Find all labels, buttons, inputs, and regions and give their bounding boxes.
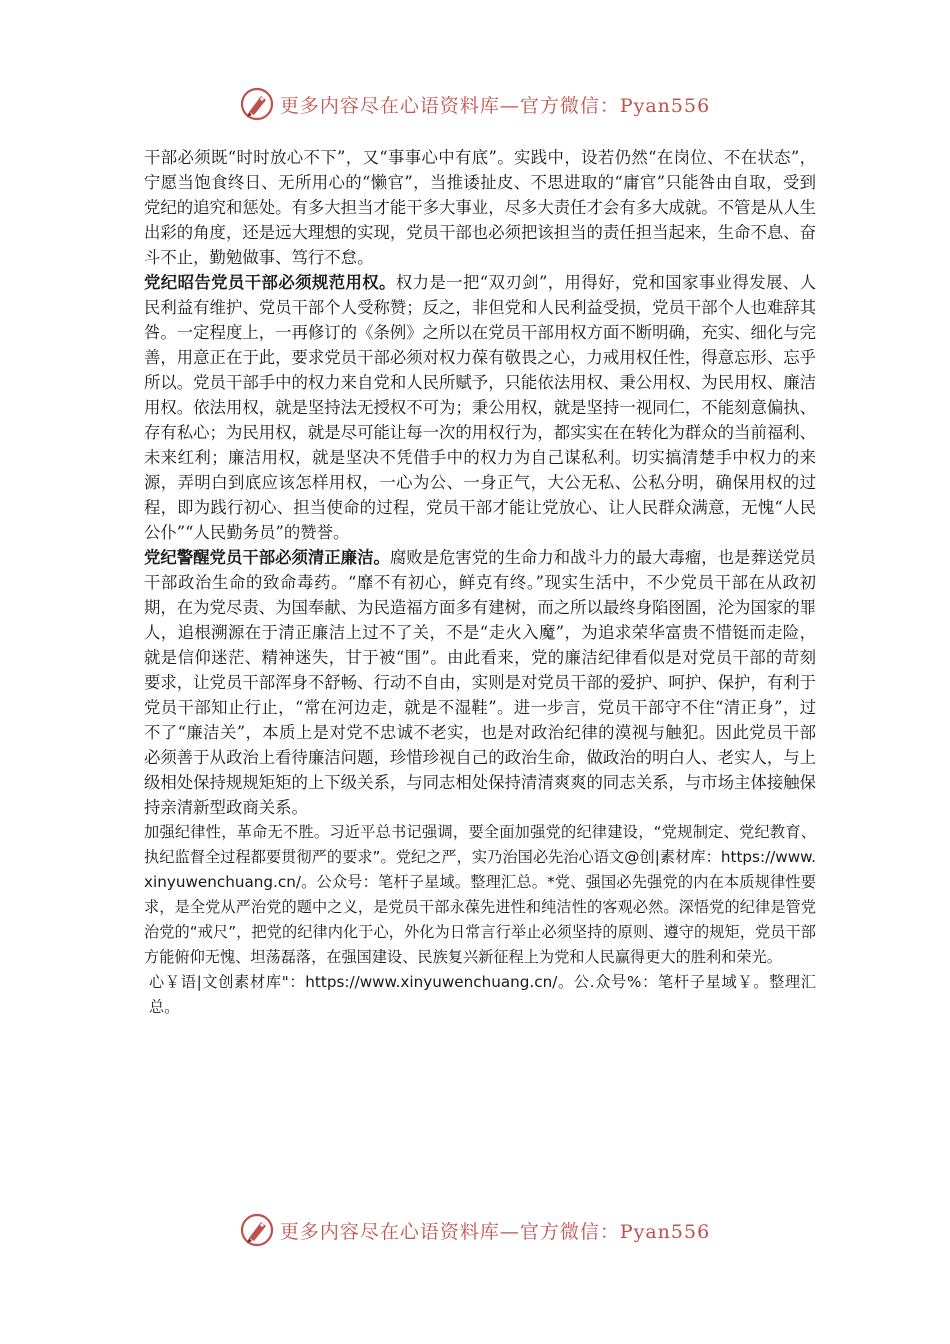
paragraph-integrity	[144, 545, 816, 820]
paragraph-integrity-heading: 党纪警醒党员干部必须清正廉洁。	[144, 548, 390, 567]
paragraph-source-note: 心￥语|文创素材库"：https://www.xinyuwenchuang.cn/。公.众号%：笔杆子星域￥。整理汇总。	[149, 973, 816, 1016]
paragraph-power-body: 权力是一把“双刃剑”，用得好，党和国家事业得发展、人民利益有维护、党员干部个人受称赞；反之，非但党和人民利益受损，党员干部个人也难辞其咎。一定程度上，一再修订的《条例》之所以在党员干部用权方面不断明确，充实、细化与完善，用意正在于此，要求党员干部必须对权力葆有敬畏之心，力戒用权任性，得意忘形、忘乎所以。党员干部手中的权力来自党和人民所赋予，只能依法用权、秉公用权、为民用权、廉洁用权。依法用权，就是坚持法无授权不可为；秉公用权，就是坚持一视同仁，不能刻意偏执、存有私心；为民用权，就是尽可能让每一次的用权行为，都实实在在转化为群众的当前福利、未来红利；廉洁用权，就是坚决不凭借手中的权力为自己谋私利。切实搞清楚手中权力的来源，弄明白到底应该怎样用权，一心为公、一身正气，大公无私、公私分明，确保用权的过程，即为践行初心、担当使命的过程，党员干部才能让党放心、让人民群众满意，无愧“人民公仆”“人民勤务员”的赞誉。	[144, 273, 817, 542]
paragraph-duty: 干部必须既“时时放心不下”，又“事事心中有底”。实践中，设若仍然“在岗位、不在状态”，宁愿当饱食终日、无所用心的“懒官”，当推诿扯皮、不思进取的“庸官”只能咎由自取，受到党纪的追究和惩处。有多大担当才能干多大事业，尽多大责任才会有多大成就。不管是从人生出彩的角度，还是远大理想的实现，党员干部也必须把该担当的责任担当起来，生命不息、奋斗不止，勤勉做事、笃行不怠。	[144, 148, 817, 267]
banner-text: 更多内容尽在心语资料库—官方微信：Pyan556	[279, 94, 711, 117]
paragraph-power-heading: 党纪昭告党员干部必须规范用权。	[144, 273, 396, 292]
pen-nib-logo-icon	[240, 87, 274, 121]
header-banner	[0, 80, 950, 128]
article-body	[144, 145, 816, 1020]
paragraph-conclusion: 加强纪律性，革命无不胜。习近平总书记强调，要全面加强党的纪律建设，“党规制定、党纪教育、执纪监督全过程都要贯彻严的要求”。党纪之严，实乃治国必先治心语文@创|素材库：https://www.xinyuwenchuang.cn/。公众号：笔杆子星域。整理汇总。*党、强国必先强党的内在本质规律性要求，是全党从严治党的题中之义，是党员干部永葆先进性和纯洁性的客观必然。深悟党的纪律是管党治党的“戒尺”，把党的纪律内化于心，外化为日常言行举止必须坚持的原则、遵守的规矩，党员干部方能俯仰无愧、坦荡磊落，在强国建设、民族复兴新征程上为党和人民赢得更大的胜利和荣光。	[144, 823, 816, 966]
footer-banner	[0, 1206, 950, 1254]
paragraph-integrity-body: 腐败是危害党的生命力和战斗力的最大毒瘤，也是葬送党员干部政治生命的致命毒药。“靡不有初心，鲜克有终。”现实生活中，不少党员干部在从政初期，在为党尽责、为国奉献、为民造福方面多有建树，而之所以最终身陷囹圄，沦为国家的罪人，追根溯源在于清正廉洁上过不了关，不是“走火入魔”，为追求荣华富贵不惜铤而走险，就是信仰迷茫、精神迷失，甘于被“围”。由此看来，党的廉洁纪律看似是对党员干部的苛刻要求，让党员干部浑身不舒畅、行动不自由，实则是对党员干部的爱护、呵护、保护，有利于党员干部知止行止，“常在河边走，就是不湿鞋”。进一步言，党员干部守不住“清正身”，过不了“廉洁关”，本质上是对党不忠诚不老实，也是对政治纪律的漠视与触犯。因此党员干部必须善于从政治上看待廉洁问题，珍惜珍视自己的政治生命，做政治的明白人、老实人，与上级相处保持规规矩矩的上下级关系，与同志相处保持清清爽爽的同志关系，与市场主体接触保持亲清新型政商关系。	[144, 548, 817, 817]
pen-nib-logo-icon	[240, 1213, 274, 1247]
paragraph-power	[144, 270, 816, 545]
banner-text: 更多内容尽在心语资料库—官方微信：Pyan556	[279, 1220, 711, 1243]
